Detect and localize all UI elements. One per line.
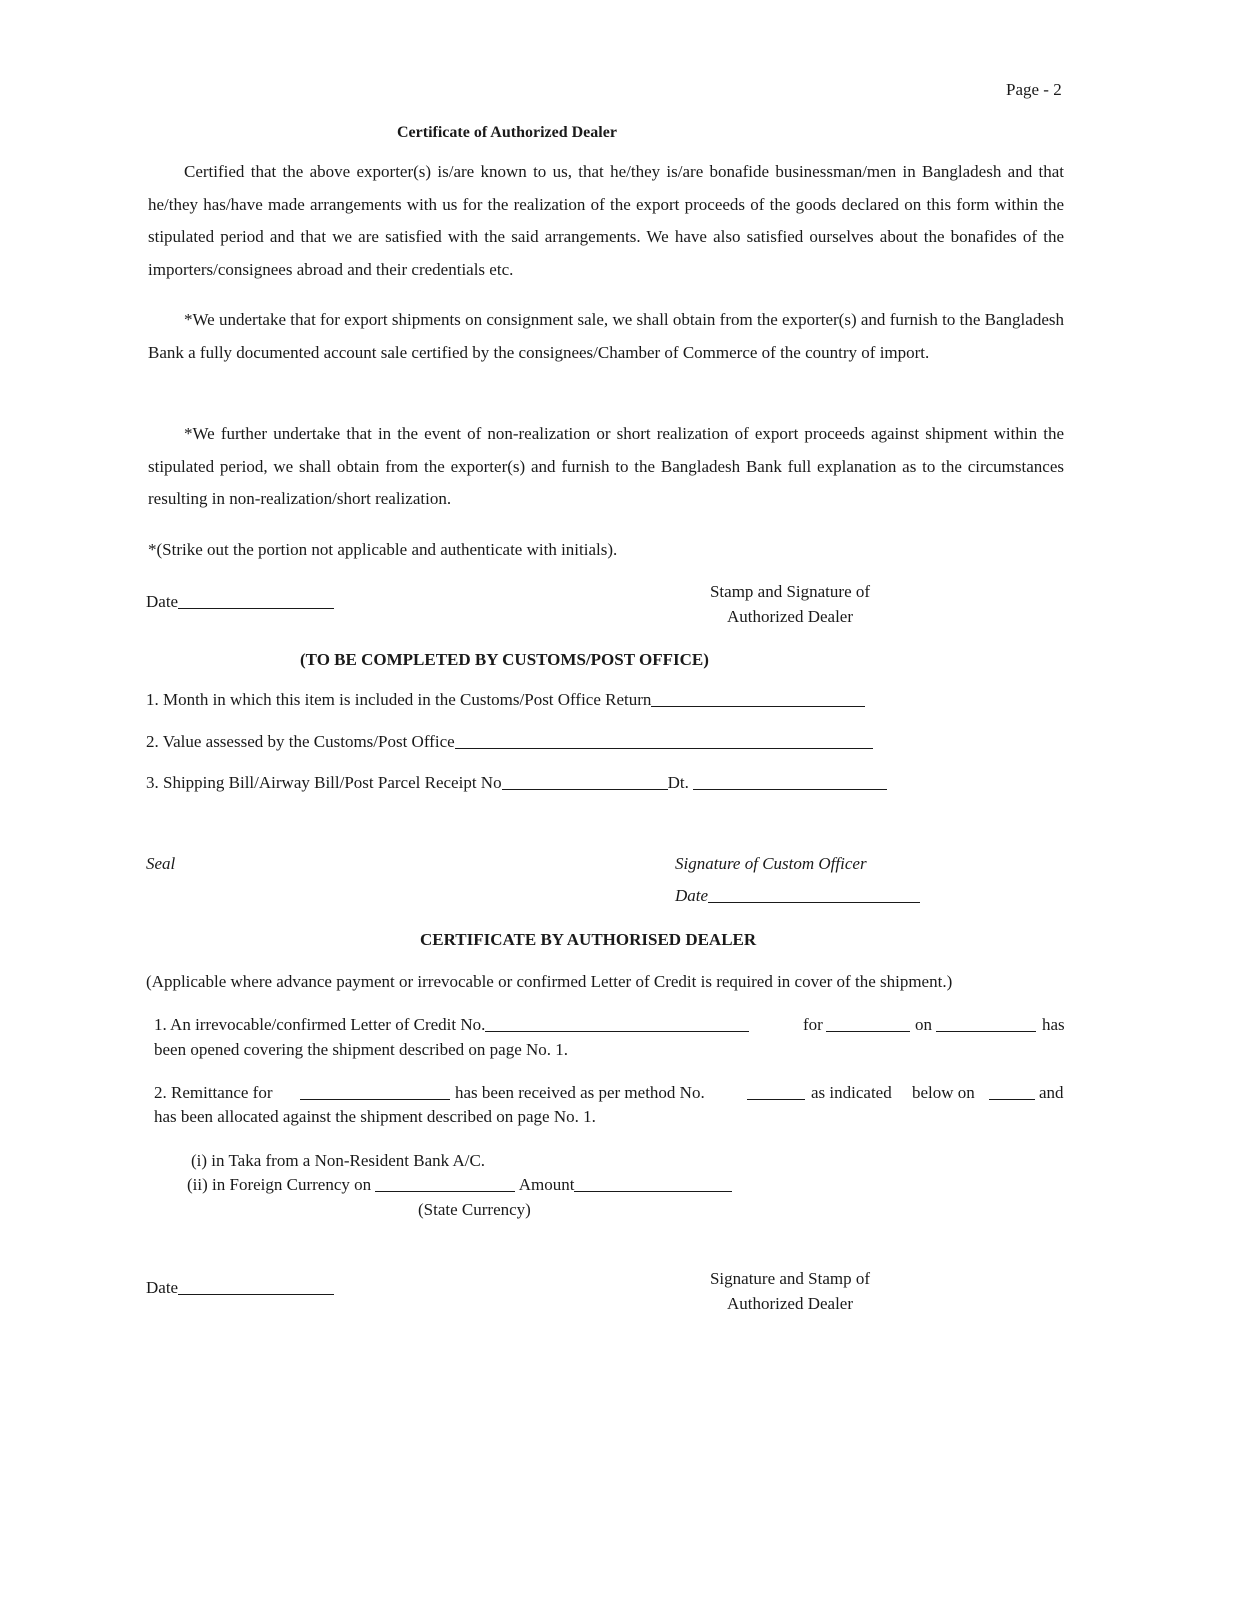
indicated-label: as indicated	[811, 1083, 892, 1102]
date-blank[interactable]	[178, 594, 334, 609]
customs-item-3-label: 3. Shipping Bill/Airway Bill/Post Parcel Receipt No	[146, 773, 502, 792]
seal-label: Seal	[146, 854, 176, 873]
received-label: has been received as per method No.	[455, 1083, 705, 1102]
customs-item-1-label: 1. Month in which this item is included in the Customs/Post Office Return	[146, 690, 652, 709]
dealer-item-1-line-1	[154, 1015, 1066, 1035]
receipt-date-blank[interactable]	[693, 775, 887, 790]
certificate-paragraph-2: *We undertake that for export shipments on consignment sale, we shall obtain from the exporter(s) and furnish to the Bangladesh Bank a fully documented account sale certified by the consignees/Chamber of Commerce of the country of import.	[148, 310, 1064, 362]
dealer-item-2-line-1	[154, 1083, 1066, 1103]
letter-of-credit-number-blank[interactable]	[485, 1017, 749, 1032]
custom-officer-signature-label: Signature of Custom Officer	[675, 854, 867, 873]
dealer-signature-block	[690, 1266, 890, 1316]
customs-item-2[interactable]	[146, 732, 873, 752]
dealer-signature-line-2: Authorized Dealer	[726, 1294, 854, 1313]
dealer-item-1-line-2: been opened covering the shipment described on page No. 1.	[154, 1040, 569, 1059]
for-blank[interactable]	[826, 1017, 910, 1032]
customs-item-1[interactable]	[146, 690, 865, 710]
below-on-blank[interactable]	[989, 1085, 1035, 1100]
customs-item-1-blank[interactable]	[651, 692, 865, 707]
customs-item-3[interactable]	[146, 773, 887, 793]
signature-line-1: Stamp and Signature of	[709, 582, 871, 601]
dealer-item-2-line-2: has been allocated against the shipment described on page No. 1.	[154, 1107, 596, 1126]
certificate-title: Certificate of Authorized Dealer	[397, 124, 617, 141]
for-label: for	[803, 1015, 823, 1034]
and-label: and	[1039, 1083, 1064, 1102]
applicable-note: (Applicable where advance payment or irrevocable or confirmed Letter of Credit is required in cover of the shipment.)	[146, 972, 953, 991]
receipt-number-blank[interactable]	[502, 775, 668, 790]
remittance-label: 2. Remittance for	[154, 1083, 273, 1102]
customs-item-2-blank[interactable]	[455, 734, 873, 749]
amount-label: Amount	[518, 1175, 575, 1194]
on-blank[interactable]	[936, 1017, 1036, 1032]
custom-officer-date-field[interactable]	[675, 886, 920, 906]
customs-item-2-label: 2. Value assessed by the Customs/Post Office	[146, 732, 455, 751]
dealer-signature-line-1: Signature and Stamp of	[709, 1269, 871, 1288]
remittance-for-blank[interactable]	[300, 1085, 450, 1100]
amount-blank[interactable]	[574, 1177, 732, 1192]
customs-section-title: (TO BE COMPLETED BY CUSTOMS/POST OFFICE)	[300, 650, 709, 669]
certificate-date-field[interactable]	[146, 592, 334, 612]
certificate-paragraph-1: Certified that the above exporter(s) is/are known to us, that he/they is/are bonafide businessman/men in Bangladesh and that he/they has/have made arrangements with us for the realization of the export proceeds of the goods declared on this form within the stipulated period and that we are satisfied with the said arrangements. We have also satisfied ourselves about the bonafides of the importers/consignees abroad and their credentials etc.	[148, 162, 1064, 279]
custom-officer-date-blank[interactable]	[708, 888, 920, 903]
dealer-date-label: Date	[146, 1278, 179, 1297]
customs-item-3-date-label: Dt.	[667, 773, 689, 792]
has-label: has	[1042, 1015, 1065, 1034]
sub-item-ii-label: (ii) in Foreign Currency on	[187, 1175, 372, 1194]
below-on-label: below on	[912, 1083, 975, 1102]
method-number-blank[interactable]	[747, 1085, 805, 1100]
state-currency-note: (State Currency)	[418, 1200, 531, 1219]
strike-out-note: *(Strike out the portion not applicable and authenticate with initials).	[148, 540, 618, 559]
authorized-dealer-signature-block	[690, 579, 890, 629]
dealer-certificate-title: CERTIFICATE BY AUTHORISED DEALER	[420, 930, 757, 949]
dealer-item-1-label: 1. An irrevocable/confirmed Letter of Credit No.	[154, 1015, 486, 1034]
sub-item-i: (i) in Taka from a Non-Resident Bank A/C.	[191, 1151, 486, 1170]
date-label: Date	[146, 592, 179, 611]
dealer-date-blank[interactable]	[178, 1280, 334, 1295]
on-label: on	[915, 1015, 932, 1034]
signature-line-2: Authorized Dealer	[726, 607, 854, 626]
custom-officer-date-label: Date	[675, 886, 709, 905]
sub-item-ii	[187, 1175, 732, 1195]
dealer-date-field[interactable]	[146, 1278, 334, 1298]
foreign-currency-blank[interactable]	[375, 1177, 515, 1192]
certificate-paragraph-3: *We further undertake that in the event of non-realization or short realization of export proceeds against shipment within the stipulated period, we shall obtain from the exporter(s) and furnish to the Bangladesh Bank full explanation as to the circumstances resulting in non-realization/short realization.	[148, 424, 1064, 508]
page-number: Page - 2	[1006, 80, 1062, 99]
